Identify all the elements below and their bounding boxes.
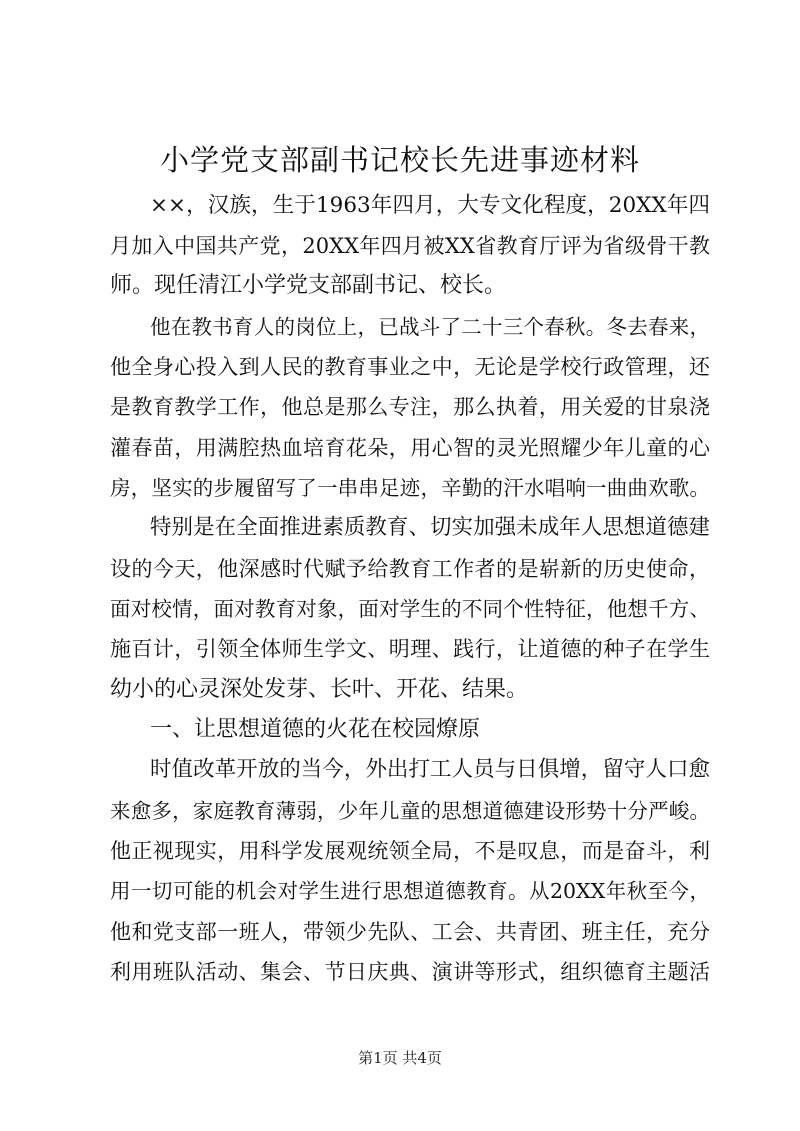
section-heading: 一、让思想道德的火花在校园燎原 <box>150 717 481 742</box>
text-line: 他正视现实，用科学发展观统领全局，不是叹息，而是奋斗，利 <box>110 839 710 863</box>
text-line: 来愈多，家庭教育薄弱，少年儿童的思想道德建设形势十分严峻。 <box>110 799 710 823</box>
text-line: 面对校情，面对教育对象，面对学生的不同个性特征，他想千方、 <box>110 597 710 621</box>
text-line: 特别是在全面推进素质教育、切实加强未成年人思想道德建 <box>150 515 710 540</box>
text-line: 用一切可能的机会对学生进行思想道德教育。从20XX年秋至今， <box>110 879 710 903</box>
text-line: 幼小的心灵深处发芽、长叶、开花、结果。 <box>110 677 529 702</box>
text-line: ××，汉族，生于1963年四月，大专文化程度，20XX年四 <box>150 193 710 218</box>
text-line: 月加入中国共产党，20XX年四月被XX省教育厅评为省级骨干教 <box>110 234 710 258</box>
text-line: 他在教书育人的岗位上，已战斗了二十三个春秋。冬去春来， <box>150 315 710 339</box>
text-line: 是教育教学工作，他总是那么专注，那么执着，用关爱的甘泉浇 <box>110 395 710 419</box>
text-line: 施百计，引领全体师生学文、明理、践行，让道德的种子在学生 <box>110 637 710 661</box>
text-line: 设的今天，他深感时代赋予给教育工作者的是崭新的历史使命， <box>110 557 710 581</box>
text-line: 房，坚实的步履留写了一串串足迹，辛勤的汗水唱响一曲曲欢歌。 <box>110 476 710 500</box>
text-line: 他全身心投入到人民的教育事业之中，无论是学校行政管理，还 <box>110 355 710 379</box>
text-line: 灌春苗，用满腔热血培育花朵，用心智的灵光照耀少年儿童的心 <box>110 436 710 460</box>
page-number: 第1页 共4页 <box>358 1049 442 1067</box>
text-line: 时值改革开放的当今，外出打工人员与日俱增，留守人口愈 <box>150 757 710 782</box>
text-line: 他和党支部一班人，带领少先队、工会、共青团、班主任，充分 <box>110 920 710 944</box>
text-line: 利用班队活动、集会、节日庆典、演讲等形式，组织德育主题活 <box>110 960 710 984</box>
text-line: 师。现任清江小学党支部副书记、校长。 <box>110 273 507 298</box>
document-title: 小学党支部副书记校长先进事迹材料 <box>159 143 640 177</box>
